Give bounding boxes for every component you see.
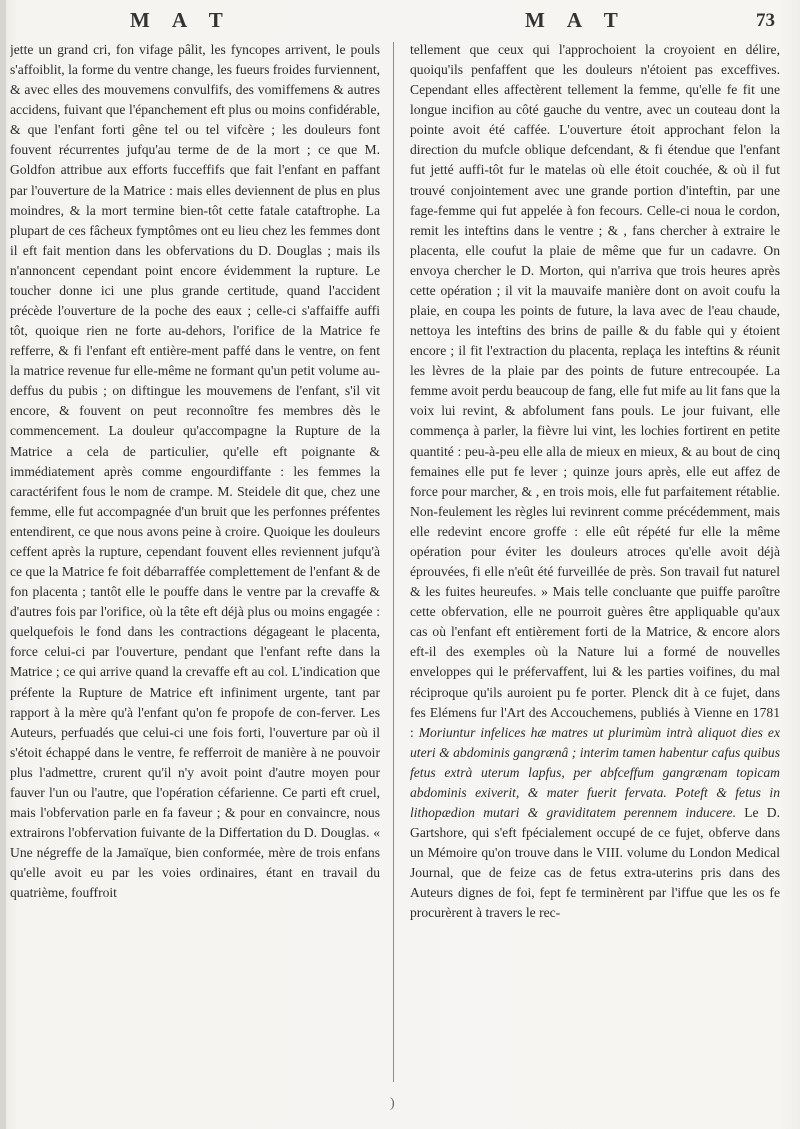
right-text-column	[410, 40, 780, 1090]
right-running-title: M A T	[525, 8, 627, 32]
binding-edge	[0, 0, 6, 1129]
left-running-title: M A T	[130, 8, 232, 32]
left-column-text: jette un grand cri, fon vifage pâlit, les fyncopes arrivent, le pouls s'affoiblit, la forme du ventre change, les fueurs froides furviennent, & avec elles des mouvemens convulfifs, des vomiffemens & autres accidens, fuivant que l'épanchement eft plus ou moins confidérable, & que l'enfant forti gêne tel ou tel vifcère ; les douleurs font fouvent récurrentes jufqu'au terme de de la mort ; ce que M. Goldfon attribue aux efforts fucceffifs que fait l'enfant en paffant par l'ouverture de la Matrice : mais elles deviennent de plus en plus moindres, & la mort termine bien-tôt cette fatale cataftrophe. La plupart de ces fâcheux fymptômes ont eu lieu chez les femmes dont il eft fait mention dans les obfervations du D. Douglas ; mais ils n'annoncent cependant point encore évidemment la rupture. Le toucher donne ici une plus grande certitude, quand l'accident précède l'ouverture de la poche des eaux ; celle-ci s'affaiffe auffi tôt, quoique rien ne forte au-dehors, l'orifice de la Matrice fe refferre, & fi l'enfant eft entière-ment paffé dans le ventre, on fent la matrice revenue fur elle-même ne formant qu'un petit volume au-deffus du pubis ; on diftingue les mouvemens de l'enfant, s'il vit encore, & fouvent on peut reconnoître fes membres dès le commencement. La douleur qu'accompagne la Rupture de la Matrice a cela de particulier, qu'elle eft poignante & immédiatement après comme engourdiffante : les femmes la caractérifent fous le nom de crampe. M. Steidele dit que, chez une femme, elle fut accompagnée d'un bruit que les perfonnes préfentes entendirent, ce que nous avons peine à croire. Quoique les douleurs ceffent après la rupture, cependant fouvent elles reviennent jufqu'à ce que la Matrice fe foit débarraffée complettement de l'enfant & de fon placenta ; tantôt elle le pouffe dans le ventre par la crevaffe & d'autres fois par l'orifice, où la tête eft déjà plus ou moins engagée : quelquefois le fond dans les contractions dégageant le placenta, force celui-ci par l'ouverture, pendant que l'enfant refte dans la Matrice ; ce qui arrive quand la crevaffe eft au col. L'indication que préfente la Rupture de Matrice eft infiniment urgente, tant par rapport à la mère qu'à l'enfant qu'on fe propofe de con-ferver. Les Auteurs, perfuadés que celui-ci une fois forti, l'ouverture par où il s'étoit échappé dans le ventre, fe refferroit de manière à ne pouvoir plus l'admettre, crurent qu'il n'y avoit point d'autre moyen pour fauver l'un ou l'autre, que l'opération céfarienne. Ce parti eft cruel, mais l'obfervation parle en fa faveur ; & pour en convaincre, nous extrairons l'obfervation fuivante de la Differtation du D. Douglas. « Une négreffe de la Jamaïque, bien conformée, mère de trois enfans qu'elle avoit eu par les voies ordinaires, étant en travail du quatrième, fouffroit	[10, 42, 380, 901]
column-divider	[393, 42, 394, 1082]
right-column-text-b: Le D. Gartshore, qui s'eft fpécialement occupé de ce fujet, obferve dans un Mémoire qu'on trouve dans le VIII. volume du London Medical Journal, que de feize cas de fetus extra-uterins pris dans des Auteurs dignes de foi, fept fe terminèrent par l'iffue que les os fe procurèrent à travers le rec-	[410, 804, 780, 921]
right-column-text	[410, 40, 780, 923]
running-header	[0, 6, 800, 36]
page-number: 73	[756, 10, 775, 31]
footer-mark: )	[390, 1096, 395, 1111]
left-text-column	[10, 40, 380, 1090]
latin-quotation: Moriuntur infelices hæ matres ut plurimùm intrà aliquot dies ex uteri & abdominis gangrænâ ; interim tamen habentur cafus quibus fetus extrà uterum lapfus, per abfceffum gangrænam topicam abdominis exiverit, & mater fuerit fervata. Poteft & fetus in lithopædion mutari & graviditatem perennem inducere.	[410, 724, 780, 820]
right-column-text-a: tellement que ceux qui l'approchoient la croyoient en délire, quoiqu'ils penfaffent que les douleurs n'étoient pas exceffives. Cependant elles affectèrent tellement la femme, qu'elle fe fit une longue incifion au côté gauche du ventre, avec un couteau dont la pointe avoit été caffée. L'ouverture étoit approchant felon la direction du mufcle oblique defcendant, & fi étendue que l'enfant fut jetté auffi-tôt fur le matelas où elle étoit couchée, & où il fut trouvé conjointement avec une grande portion d'inteftin, par une fage-femme qui fut appelée à fon fecours. Celle-ci noua le cordon, remit les inteftins dans le ventre ; & , fans chercher à extraire le placenta, elle coufut la plaie de même que fur un cadavre. On envoya chercher le D. Morton, qui n'arriva que trois heures après cette opération ; il vit la mauvaife manière dont on avoit coufu la plaie, en coupa les points de future, la lava avec de l'eau chaude, nettoya les inteftins des brins de paille & du fable qui y étoient encore ; il fit l'extraction du placenta, replaça les inteftins & réunit les lèvres de la plaie par des points de future entrecoupée. La femme avoit perdu beaucoup de fang, elle fut mife au lit fans que la voix lui revint, & abfolument fans pouls. Le jour fuivant, elle commença à parler, la fièvre lui vint, les lochies fortirent en petite quantité : peu-à-peu elle alla de mieux en mieux, & au bout de cinq femaines elle put fe lever ; quinze jours après, elle eut affez de force pour marcher, & , en trois mois, elle fut parfaitement rétablie. Non-feulement les règles lui revinrent comme précédemment, mais elle redevint encore groffe : elle eût répété fur elle la même opération pour éviter les douleurs atroces qu'elle avoit déjà éprouvées, fi elle n'eût été furveillée de près. Son travail fut naturel & les fuites heureufes. » Mais telle concluante que puiffe paroître cette obfervation, elle ne pourroit guères être appliquable qu'aux cas où l'enfant eft entièrement forti de la Matrice, & encore alors eft-il des exemples où la Nature lui a formé de nouvelles enveloppes qui le préfervaffent, lui & les parties voifines, du mal réciproque qu'ils auroient pu fe porter. Plenck dit à ce fujet, dans fes Elémens fur l'Art des Accouchemens, publiés à Vienne en 1781 :	[410, 42, 780, 740]
